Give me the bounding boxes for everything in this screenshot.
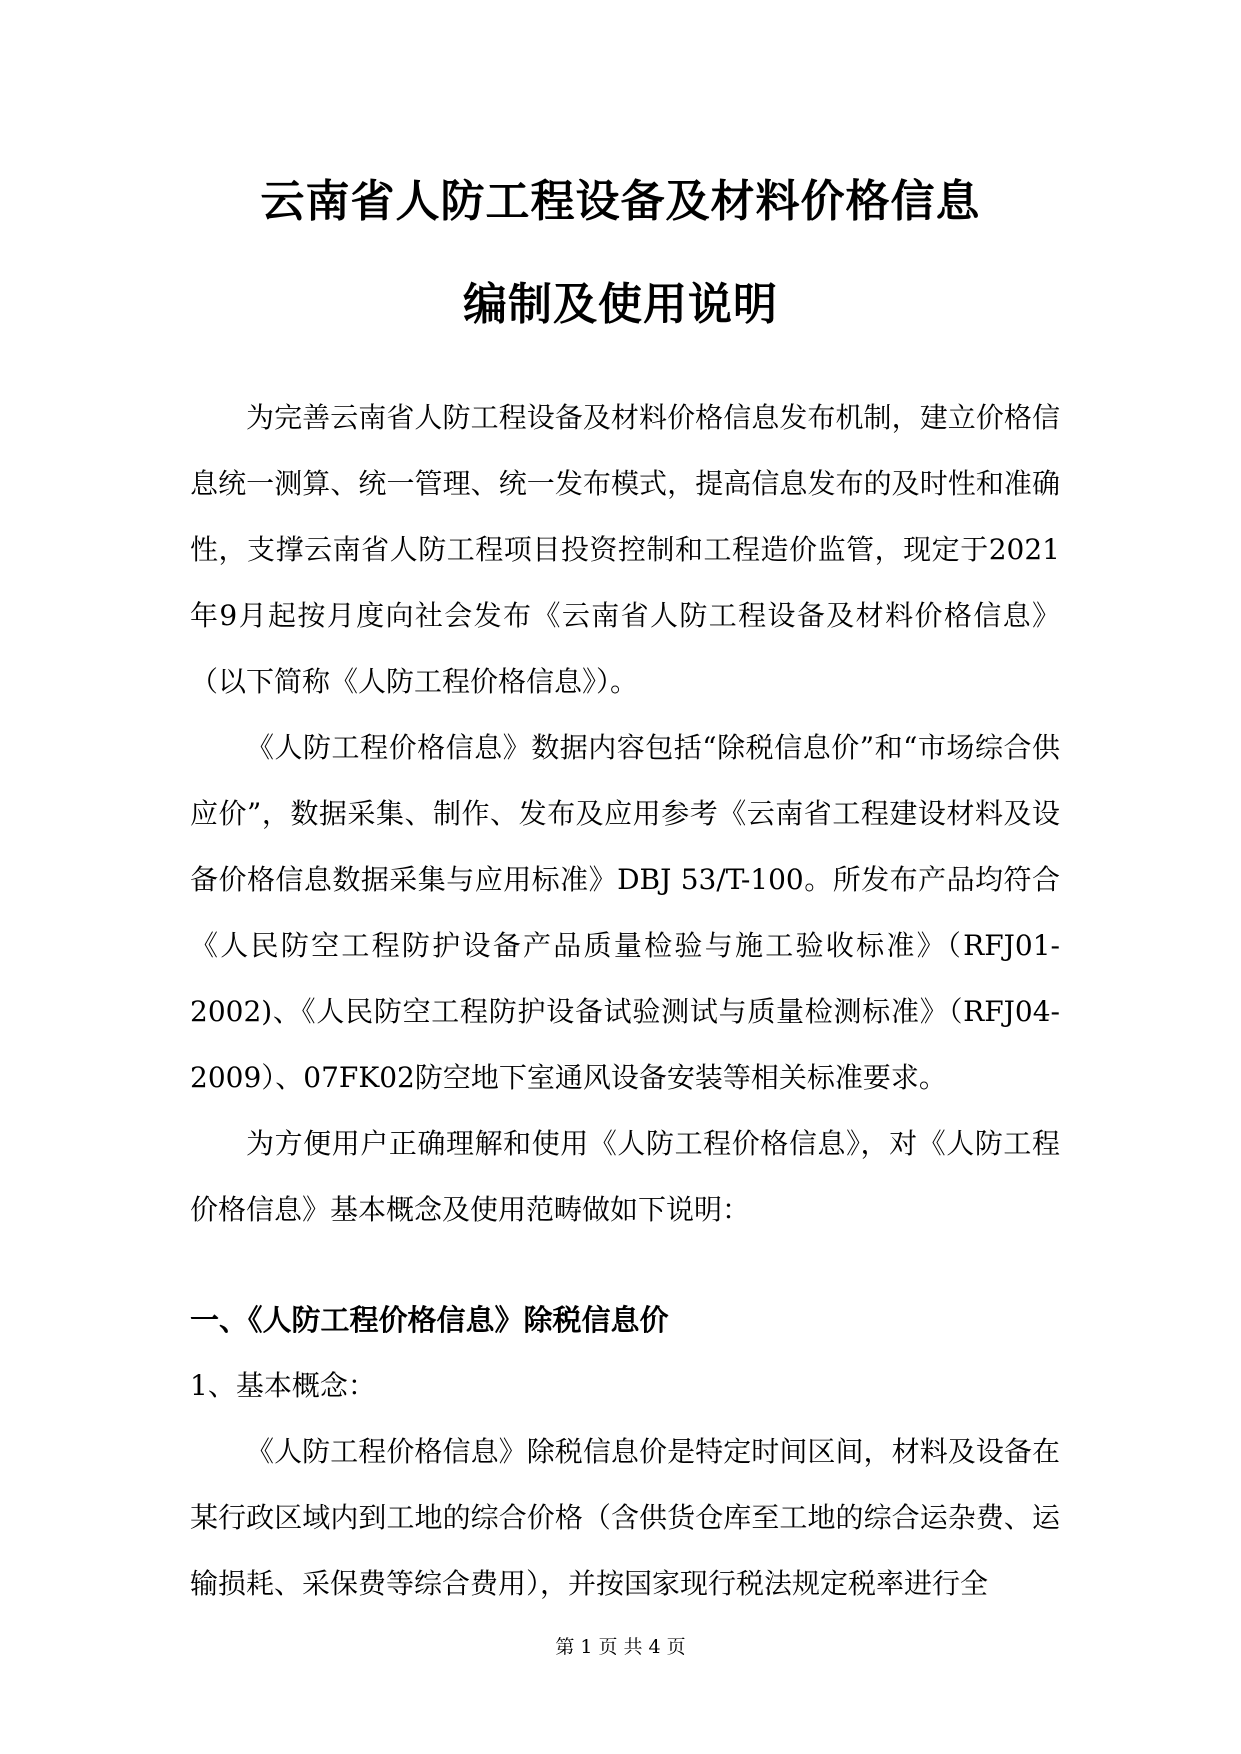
intro-paragraph-3: 为方便用户正确理解和使用《人防工程价格信息》，对《人防工程价格信息》基本概念及使用范畴做如下说明： [190, 1127, 1060, 1226]
document-body [190, 385, 1060, 1617]
page-footer: 第 1 页 共 4 页 [555, 1636, 686, 1658]
intro-paragraph-1: 为完善云南省人防工程设备及材料价格信息发布机制，建立价格信息统一测算、统一管理、统一发布模式，提高信息发布的及时性和准确性，支撑云南省人防工程项目投资控制和工程造价监管，现定于2021年9月起按月度向社会发布《云南省人防工程设备及材料价格信息》（以下简称《人防工程价格信息》）。 [190, 401, 1060, 698]
section-1-paragraph: 《人防工程价格信息》除税信息价是特定时间区间，材料及设备在某行政区域内到工地的综合价格（含供货仓库至工地的综合运杂费、运输损耗、采保费等综合费用），并按国家现行税法规定税率进行全 [190, 1435, 1060, 1600]
document-title-line-1: 云南省人防工程设备及材料价格信息 [260, 176, 981, 227]
section-subheading-1: 1、基本概念： [190, 1369, 376, 1402]
intro-paragraph-2: 《人防工程价格信息》数据内容包括“除税信息价”和“市场综合供应价”，数据采集、制作、发布及应用参考《云南省工程建设材料及设备价格信息数据采集与应用标准》DBJ 53/T-100。所发布产品均符合《人民防空工程防护设备产品质量检验与施工验收标准》（RFJ01-2002)、《人民防空工程防护设备试验测试与质量检测标准》（RFJ04-2009）、07FK02防空地下室通风设备安装等相关标准要求。 [190, 731, 1060, 1094]
section-heading-1: 一、《人防工程价格信息》除税信息价 [190, 1303, 669, 1337]
document-title-line-2: 编制及使用说明 [463, 279, 778, 330]
